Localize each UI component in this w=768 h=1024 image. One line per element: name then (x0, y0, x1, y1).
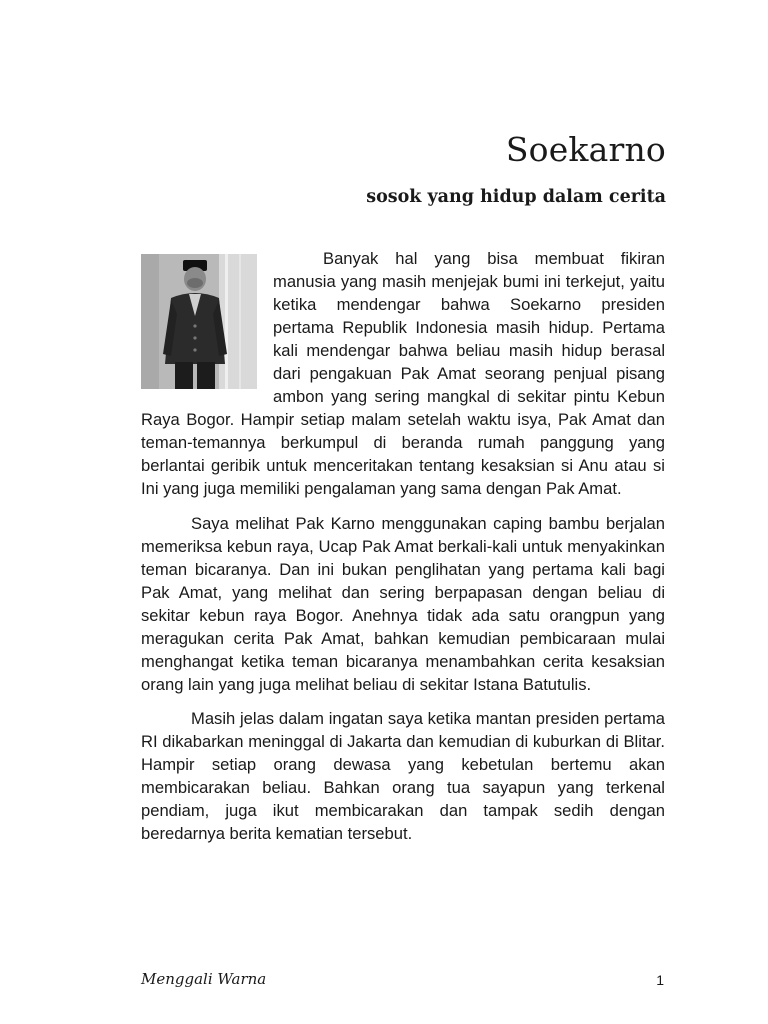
page-title: Soekarno (505, 130, 666, 169)
paragraph-1 (141, 247, 665, 500)
paragraph-3: Masih jelas dalam ingatan saya ketika mantan presiden pertama RI dikabarkan meninggal di Jakarta dan kemudian di kuburkan di Blitar. Hampir setiap orang dewasa yang kebetulan bertemu akan membicarakan beliau. Bahkan orang tua sayapun yang terkenal pendiam, juga ikut membicarakan dan tampak sedih dengan beredarnya berita kematian tersebut. (141, 709, 665, 843)
article-body (141, 247, 665, 857)
page-subtitle: sosok yang hidup dalam cerita (366, 187, 666, 207)
paragraph-2: Saya melihat Pak Karno menggunakan caping bambu berjalan memeriksa kebun raya, Ucap Pak Amat berkali-kali untuk menyakinkan teman bicaranya. Dan ini bukan penglihatan yang pertama kali bagi Pak Amat, yang melihat dan sering berpapasan dengan beliau di sekitar kebun raya Bogor. Anehnya tidak ada satu orangpun yang meragukan cerita Pak Amat, bahkan kemudian pembicaraan mulai menghangat ketika teman bicaranya menambahkan cerita kesaksian orang lain yang juga melihat beliau di sekitar Istana Batutulis. (141, 513, 665, 694)
page-number: 1 (656, 972, 664, 988)
footer-book-title: Menggali Warna (141, 970, 267, 988)
paragraph-1-text: Banyak hal yang bisa membuat fikiran manusia yang masih menjejak bumi ini terkejut, yaitu ketika mendengar bahwa Soekarno presiden pertama Republik Indonesia masih hidup. Pertama kali mendengar bahwa beliau masih hidup berasal dari pengakuan Pak Amat seorang penjual pisang ambon yang sering mangkal di sekitar pintu Kebun Raya Bogor. Hampir setiap malam setelah waktu isya, Pak Amat dan teman-temannya berkumpul di beranda rumah panggung yang berlantai geribik untuk menceritakan tentang kesaksian si Anu atau si Ini yang juga memiliki pengalaman yang sama dengan Pak Amat. (141, 249, 665, 498)
soekarno-photo (141, 254, 257, 389)
